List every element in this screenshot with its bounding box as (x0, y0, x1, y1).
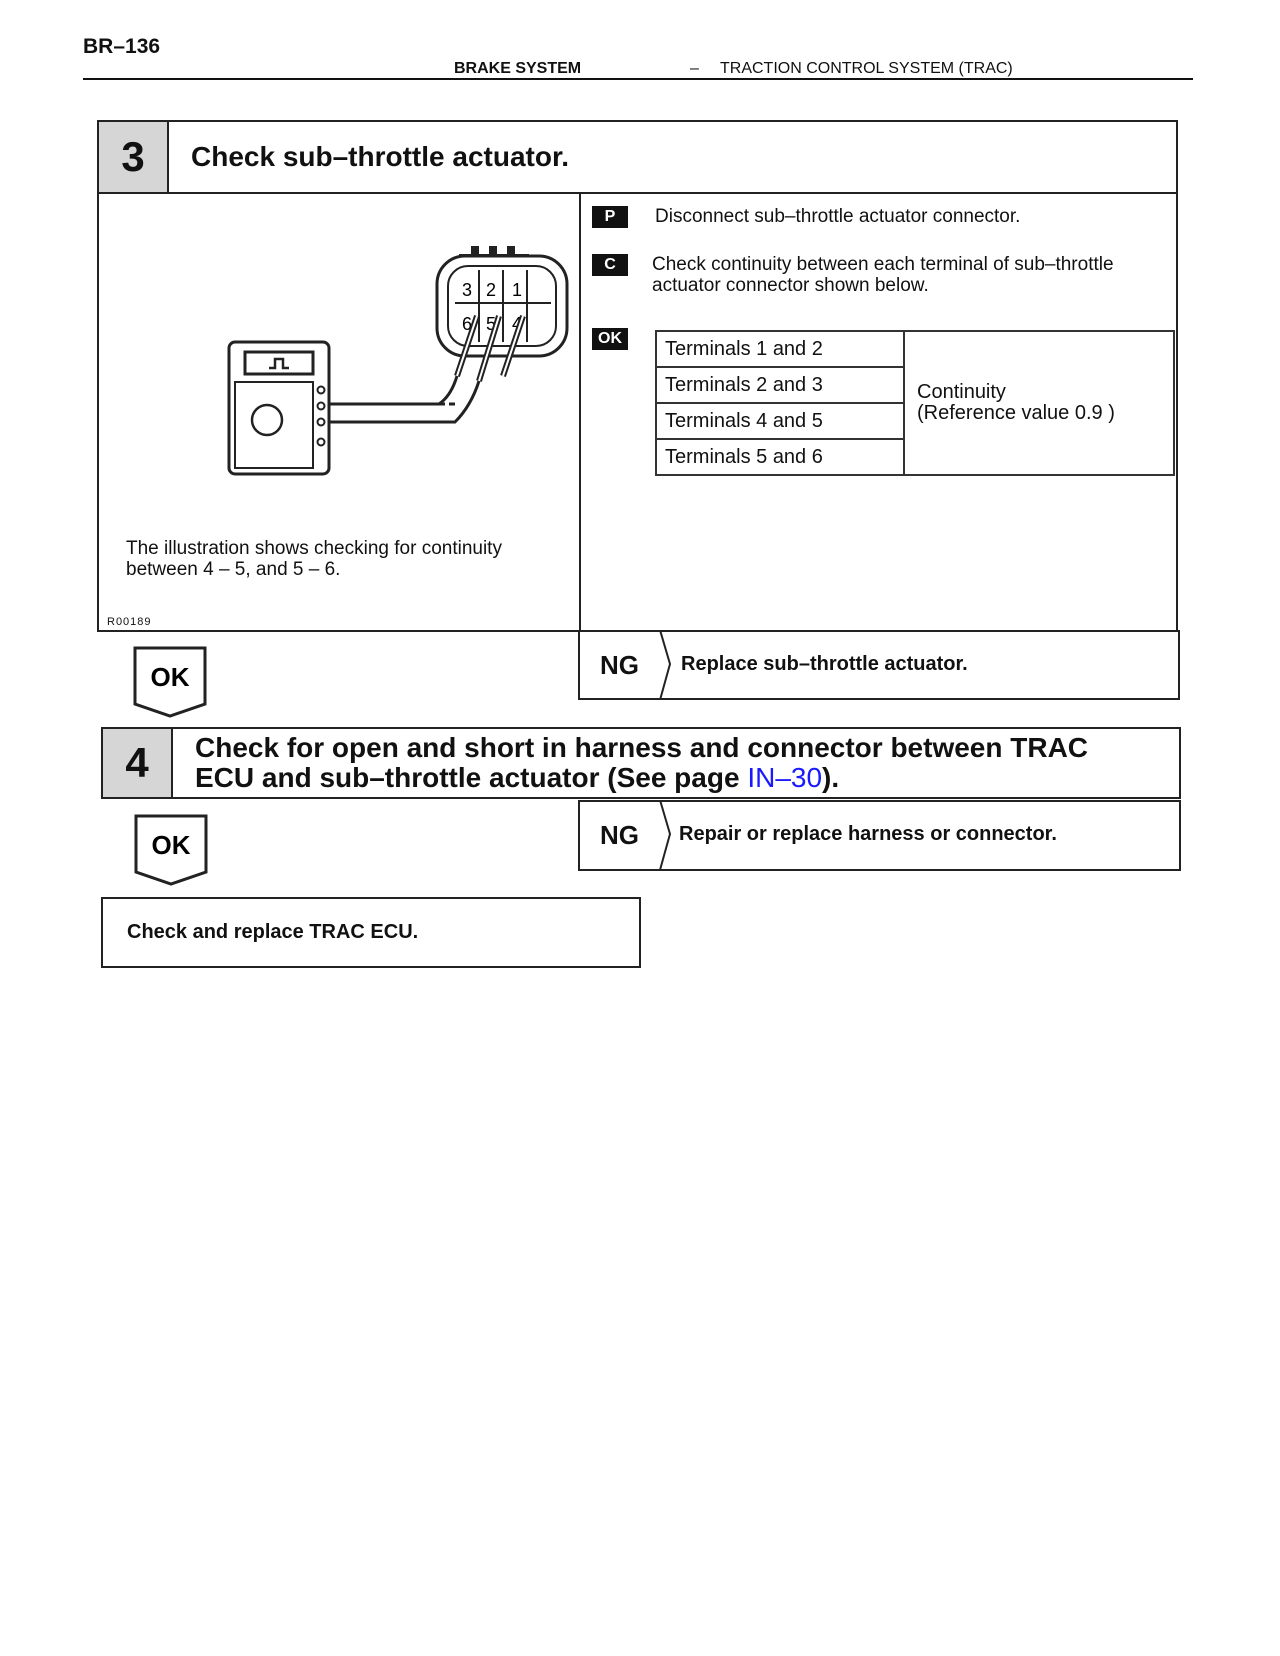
ok-spec-label: OK (592, 328, 628, 350)
step3-ng-box (578, 630, 1180, 700)
terminal-2-label: 2 (486, 280, 497, 300)
table-cell: Terminals 4 and 5 (656, 403, 904, 439)
step3-ok-label: OK (150, 662, 190, 692)
terminal-1-label: 1 (512, 280, 523, 300)
result-line1: Continuity (917, 381, 1006, 403)
prep-text: Disconnect sub–throttle actuator connector. (655, 206, 1021, 227)
step4-ok-label: OK (151, 830, 191, 860)
step4-header (101, 727, 1181, 799)
header-separator: – (690, 60, 699, 77)
page-number: BR–136 (83, 35, 161, 58)
step4-ng-box (578, 800, 1181, 871)
final-action-text: Check and replace TRAC ECU. (127, 921, 419, 943)
result-line2: (Reference value 0.9 ) (917, 402, 1115, 424)
step4-title-line2-post: ). (822, 762, 840, 793)
illustration-caption: The illustration shows checking for continuity between 4 – 5, and 5 – 6. (126, 538, 502, 580)
step4-number: 4 (103, 729, 173, 797)
step3-ng-action: Replace sub–throttle actuator. (681, 653, 968, 675)
continuity-illustration (159, 246, 579, 496)
step4-title (195, 733, 1175, 793)
step3-number: 3 (99, 122, 169, 192)
illustration-code: R00189 (107, 616, 152, 628)
step4-title-line1: Check for open and short in harness and connector between TRAC (195, 732, 1089, 763)
subsection-title: TRACTION CONTROL SYSTEM (TRAC) (720, 60, 1013, 77)
step4-ng-label: NG (600, 820, 639, 850)
step4-title-line2 (195, 763, 1175, 793)
ng-chevron (658, 800, 674, 870)
step3-title: Check sub–throttle actuator. (191, 141, 570, 172)
section-title: BRAKE SYSTEM (454, 60, 582, 77)
prep-label: P (592, 206, 628, 228)
result-cell (904, 331, 1174, 475)
step3-ng-label: NG (600, 650, 639, 680)
step4-ok-arrow (134, 814, 208, 886)
terminal-5-label: 5 (486, 314, 497, 334)
final-action-box (101, 897, 641, 968)
terminal-6-label: 6 (462, 314, 473, 334)
check-label: C (592, 254, 628, 276)
terminal-4-label: 4 (512, 314, 523, 334)
actuator-connector (437, 246, 567, 356)
terminal-3-label: 3 (462, 280, 473, 300)
step4-title-line2-pre: ECU and sub–throttle actuator (See page (195, 762, 748, 793)
continuity-table (655, 330, 1175, 476)
table-cell: Terminals 5 and 6 (656, 439, 904, 475)
ng-chevron (658, 630, 674, 700)
table-row (656, 331, 1174, 367)
test-probes (329, 316, 523, 422)
step3-divider (579, 194, 581, 630)
multimeter (229, 342, 329, 474)
step3-body (97, 192, 1178, 632)
page-header (83, 58, 1193, 80)
step4-ng-action: Repair or replace harness or connector. (679, 823, 1057, 845)
check-text: Check continuity between each terminal of sub–throttle actuator connector shown below. (652, 254, 1114, 296)
page-link[interactable]: IN–30 (747, 762, 823, 793)
table-cell: Terminals 1 and 2 (656, 331, 904, 367)
step3-ok-arrow (133, 646, 207, 718)
step3-header (97, 120, 1178, 194)
table-cell: Terminals 2 and 3 (656, 367, 904, 403)
